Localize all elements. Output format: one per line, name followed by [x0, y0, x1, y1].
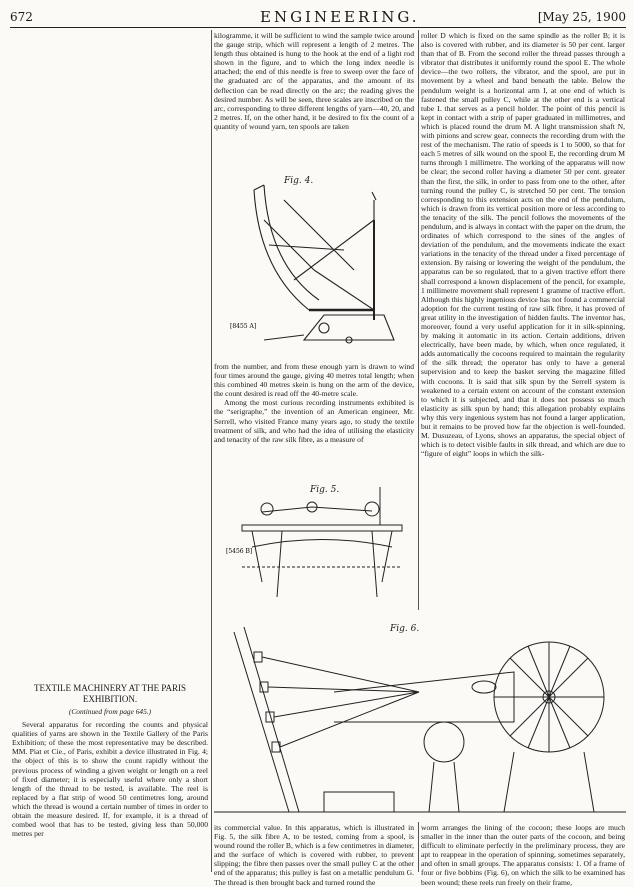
paragraph: its commercial value. In this apparatus, which is illustrated in Fig. 5, the silk fibre A, to be tested, coming from a spool, is wound round the roller B, which is a few centimetres in diameter, and the surface of which is covered with rubber, to prevent slipping; the fibre then passes over the small pulley C at the other end of the apparatus; this pulley is fast on a metallic pendulum G. The thread is then brought back and turned round the — [214, 823, 414, 887]
paragraph: Several apparatus for recording the counts and physical qualities of yarns are shown in the Textile Gallery of the Paris Exhibition; of these the most representative may be described. MM. Piat et Cie., of Paris, exhibit a device illustrated in Fig. 4; the object of this is to show the count rapidly without the previous process of winding a given weight or length on a reel of fixed diameter; it is especially useful where only a short length of the thread to be tested, is available. The reel is replaced by a flat strip of wood 50 centimetres long, around which the thread is wound a certain number of times in order to obtain the measure desired. If, for example, it is a thread of combed wool that has to be tested, giving less than 50,000 metres per — [12, 720, 208, 839]
column-divider — [211, 30, 212, 872]
column-1 — [12, 683, 208, 873]
page-header — [10, 8, 626, 26]
figure-4 — [224, 160, 410, 360]
column-2-top — [214, 31, 414, 156]
issue-date: [May 25, 1900 — [537, 10, 626, 24]
header-rule — [10, 27, 626, 28]
paragraph: worm arranges the lining of the cocoon; these loops are much smaller in the inner than the outer parts of the cocoon, and being difficult to eliminate perfectly in the preliminary process, they are apt to reappear in the operation of spinning, sometimes separately, and often in small groups. The apparatus consists: 1. Of a frame of four or five bobbins (Fig. 6), on which the silk to be examined has been wound; these reels run freely on their frame, — [421, 823, 625, 887]
page-number: 672 — [10, 10, 33, 24]
paragraph: kilogramme, it will be sufficient to wind the sample twice around the gauge strip, which will represent a length of 2 metres. The length thus obtained is hung to the hook at the end of a light rod shown in the figure, and to which the long index needle is attached; the end of this needle is free to sweep over the face of the graduated arc of the apparatus, and the amount of its deflection can be read directly on the arc; the reading gives the desired number. As will be seen, three scales are inscribed on the arc, corresponding to three different lengths of yarn—40, 20, and 2 metres. If, on the other hand, it be desired to fix the count of a quantity of wound yarn, ten spools are taken — [214, 31, 414, 131]
paragraph: from the number, and from these enough yarn is drawn to wind four times around the gauge, giving 40 metres total length; when this combined 40 metres skein is hung on the arm of the device, the count desired is read off the 40-metre scale. — [214, 362, 414, 399]
fig5-mark: [5456 B] — [226, 548, 253, 555]
figure-5 — [222, 487, 414, 605]
column-3 — [421, 31, 625, 609]
continued-note: (Continued from page 645.) — [68, 707, 152, 716]
fig4-mark: [8455 A] — [230, 323, 257, 330]
journal-title: ENGINEERING. — [260, 8, 420, 26]
fig5-illustration — [222, 487, 414, 605]
column-divider — [418, 30, 419, 610]
article-title: TEXTILE MACHINERY AT THE PARIS EXHIBITION. — [33, 683, 186, 704]
fig4-illustration — [224, 160, 410, 360]
column-2-bottom — [214, 823, 414, 887]
fig6-label: Fig. 6. — [390, 624, 420, 634]
column-divider — [418, 822, 419, 872]
figure-6 — [214, 612, 626, 822]
column-2-middle — [214, 362, 414, 484]
fig6-illustration — [214, 612, 626, 822]
column-3-bottom — [421, 823, 625, 887]
paragraph: roller D which is fixed on the same spindle as the roller B; it is also is covered with rubber, and its diameter is 50 per cent. larger than that of B. From the second roller the thread passes through a vibrator that distributes it uniformly round the spool E. The whole device—the two rollers, the vibrator, and the spool, are put in movement by a wheel and band beneath the table. Below the pendulum weight is a horizontal arm I, at one end of which is fastened the small pulley C, while at the other end is a vertical tube L that serves as a pencil holder. The point of this pencil is kept in contact with a strip of paper graduated in millimetres, and which is placed round the drum M. A light transmission shaft N, with pinions and screw gear, connects the recording drum with the rest of the mechanism. The ratio of speeds is 1 to 5000, so that for each 5 metres of silk wound on the spool E, the recording drum M turns through 1 millimetre. The working of the apparatus will now be clear; the second roller having a diameter 50 per cent. greater than the first, the silk, in order to pass from one to the other, after turning round the pulley C, is stretched 50 per cent. The tension corresponding to this extension acts on the end of the pendulum, which is drawn from its vertical position more or less according to the tenacity of the silk. The pencil follows the movements of the pendulum, and is always in contact with the paper on the drum, the ordinates of which correspond to the sines of the angles of deviation of the pendulum, and the movements indicate the exact variations in the tenacity of the thread under a fixed percentage of extension. By raising or lowering the weight of the pendulum, the apparatus can be so regulated, that to a given tractive effort there shall correspond a known displacement of the pencil, for example, 1 millimetre movement shall represent 1 gramme of tractive effort. Although this highly ingenious device has not found a commercial adoption for the current testing of raw silk fibre, it has proved of great utility in the investigation of hidden faults. The inventor has, moreover, found a very useful application for it in silk-spinning, by making it automatic in its action. Certain additions, driven electrically, have been made, by which, when once regulated, it adds automatically the cocoons required to maintain the regularity of the silk thread; the operator has only to have a general supervision and to keep the basket serving the magazine filled with cocoons. It is said that silk spun by the Serrell system is weakened to a certain extent on account of the constant extension to which it is subjected, and that it does not possess so much elasticity as silk spun by hand; this allegation probably explains why this very ingenious system has not found a larger application, but it remains to be proved how far the objection is well-founded. M. Dusuzeau, of Lyons, shows an apparatus, the special object of which is to detect visible faults in silk thread, and which are due to “figure of eight” loops in which the silk- — [421, 31, 625, 459]
paragraph: Among the most curious recording instruments exhibited is the “serigraphe,” the invention of an American engineer, Mr. Serrell, who visited France many years ago, to study the textile treatment of silk, and who had the idea of utilising the elasticity and tenacity of the raw silk fibre, as a measure of — [214, 398, 414, 444]
fig4-label: Fig. 4. — [284, 176, 314, 186]
fig5-label: Fig. 5. — [310, 485, 340, 495]
